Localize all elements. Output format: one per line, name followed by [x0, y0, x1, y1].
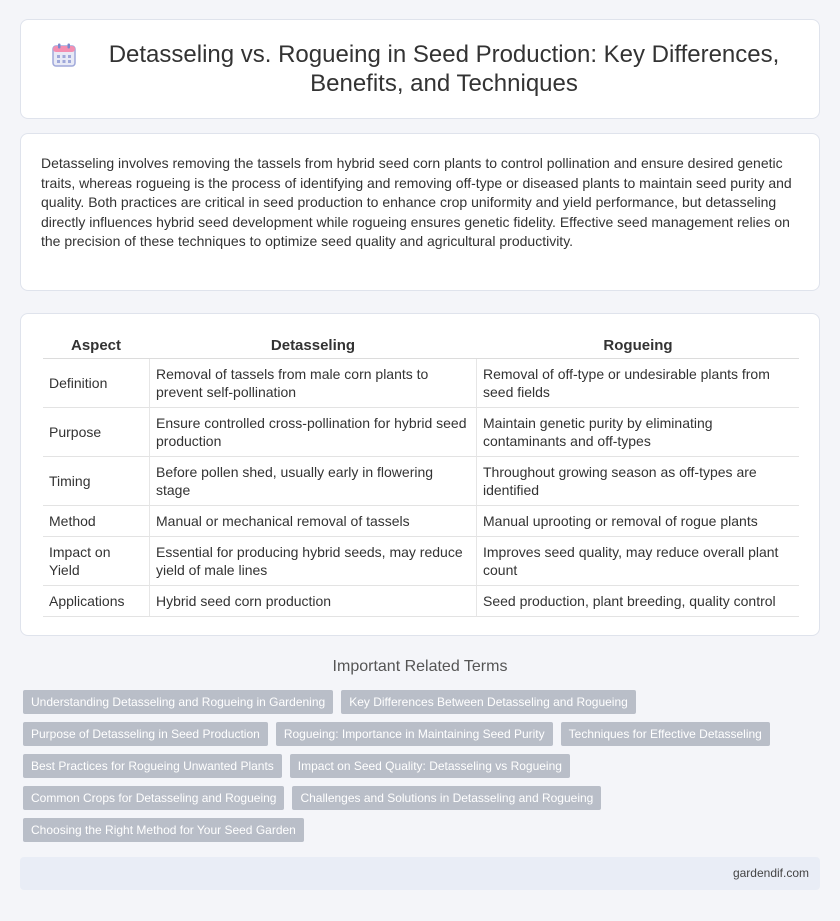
footer-site-link[interactable]: gardendif.com — [732, 866, 809, 880]
calendar-icon — [51, 42, 77, 68]
cell-aspect: Timing — [43, 457, 149, 506]
footer — [20, 857, 820, 890]
page-title: Detasseling vs. Rogueing in Seed Production: Key Differences, Benefits, and Techniques — [108, 41, 780, 97]
cell-rogueing: Throughout growing season as off-types are identified — [477, 457, 799, 506]
cell-aspect: Applications — [43, 586, 149, 617]
related-term-tag[interactable]: Techniques for Effective Detasseling — [561, 722, 770, 746]
related-terms-list — [23, 690, 823, 850]
intro-paragraph: Detasseling involves removing the tassels from hybrid seed corn plants to control pollination and ensure desired genetic traits, whereas rogueing is the process of identifying and removing off-type or diseased plants to maintain seed purity and quality. Both practices are critical in seed production to enhance crop uniformity and yield performance, but detasseling directly influences hybrid seed development while rogueing ensures genetic fidelity. Effective seed management relies on the precision of these techniques to optimize seed quality and agricultural productivity. — [41, 155, 792, 250]
cell-detasseling: Ensure controlled cross-pollination for hybrid seed production — [149, 408, 477, 457]
cell-detasseling: Hybrid seed corn production — [149, 586, 477, 617]
table-row — [43, 408, 799, 457]
related-term-tag[interactable]: Challenges and Solutions in Detasseling and Rogueing — [292, 786, 601, 810]
cell-aspect: Purpose — [43, 408, 149, 457]
header-aspect: Aspect — [43, 332, 149, 359]
comparison-table — [43, 332, 799, 617]
related-term-tag[interactable]: Choosing the Right Method for Your Seed Garden — [23, 818, 304, 842]
cell-rogueing: Manual uprooting or removal of rogue plants — [477, 506, 799, 537]
table-row — [43, 359, 799, 408]
related-terms-title: Important Related Terms — [332, 658, 508, 675]
table-row — [43, 506, 799, 537]
cell-aspect: Definition — [43, 359, 149, 408]
cell-detasseling: Manual or mechanical removal of tassels — [149, 506, 477, 537]
table-row — [43, 537, 799, 586]
related-term-tag[interactable]: Understanding Detasseling and Rogueing in Gardening — [23, 690, 333, 714]
comparison-card — [20, 313, 820, 636]
cell-aspect: Impact on Yield — [43, 537, 149, 586]
table-row — [43, 586, 799, 617]
related-term-tag[interactable]: Impact on Seed Quality: Detasseling vs Rogueing — [290, 754, 570, 778]
table-header-row — [43, 332, 799, 359]
header-card — [20, 19, 820, 119]
header-rogueing: Rogueing — [477, 332, 799, 359]
cell-detasseling: Before pollen shed, usually early in flowering stage — [149, 457, 477, 506]
related-term-tag[interactable]: Common Crops for Detasseling and Rogueing — [23, 786, 284, 810]
related-term-tag[interactable]: Best Practices for Rogueing Unwanted Plants — [23, 754, 282, 778]
header-detasseling: Detasseling — [149, 332, 477, 359]
cell-detasseling: Essential for producing hybrid seeds, may reduce yield of male lines — [149, 537, 477, 586]
cell-rogueing: Improves seed quality, may reduce overall plant count — [477, 537, 799, 586]
cell-detasseling: Removal of tassels from male corn plants to prevent self-pollination — [149, 359, 477, 408]
cell-rogueing: Removal of off-type or undesirable plants from seed fields — [477, 359, 799, 408]
intro-card — [20, 133, 820, 291]
table-row — [43, 457, 799, 506]
related-term-tag[interactable]: Rogueing: Importance in Maintaining Seed Purity — [276, 722, 553, 746]
related-term-tag[interactable]: Key Differences Between Detasseling and Rogueing — [341, 690, 636, 714]
related-term-tag[interactable]: Purpose of Detasseling in Seed Production — [23, 722, 268, 746]
cell-aspect: Method — [43, 506, 149, 537]
cell-rogueing: Seed production, plant breeding, quality control — [477, 586, 799, 617]
cell-rogueing: Maintain genetic purity by eliminating contaminants and off-types — [477, 408, 799, 457]
